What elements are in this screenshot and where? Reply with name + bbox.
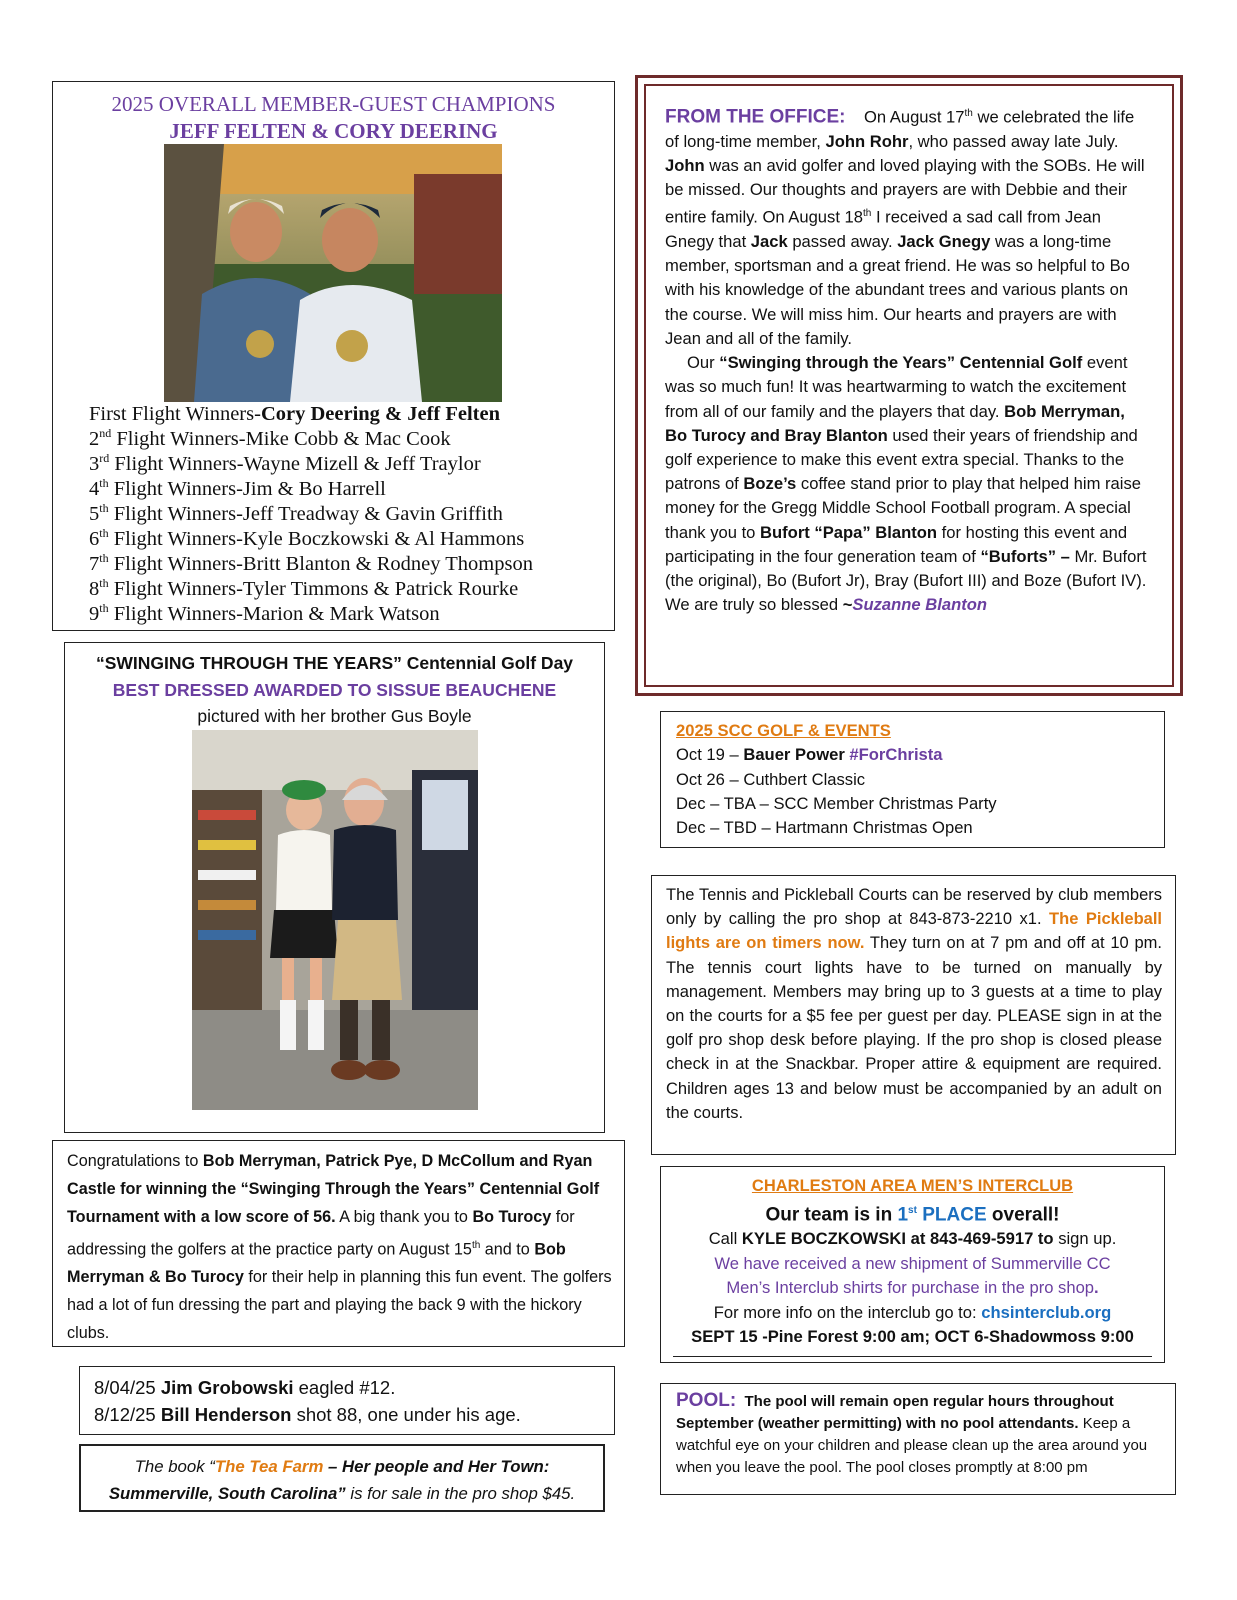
events-box [660, 711, 1165, 848]
flight-row: 7th Flight Winners-Britt Blanton & Rodney Thompson [89, 551, 533, 575]
champions-names: JEFF FELTEN & CORY DEERING [169, 119, 498, 143]
list-item: Oct 19 – Bauer Power #ForChrista [676, 745, 943, 765]
achievements-list [94, 1374, 521, 1428]
swinging-title: “SWINGING THROUGH THE YEARS” Centennial Golf Day [95, 653, 574, 673]
info-line: For more info on the interclub go to: chsinterclub.org [713, 1302, 1112, 1322]
pickleball-notice: The Pickleball lights are on timers now. [666, 910, 1163, 953]
flight-row: 9th Flight Winners-Marion & Mark Watson [89, 601, 440, 625]
book-text: The book “The Tea Farm – Her people and Her Town: Summerville, South Carolina” is for sale in the pro shop $45. [108, 1457, 576, 1503]
congratulations-box [52, 1140, 625, 1347]
list-item: Oct 26 – Cuthbert Classic [676, 769, 866, 789]
pool-header: POOL: [676, 1390, 737, 1411]
champions-box [52, 81, 615, 631]
interclub-box [660, 1166, 1165, 1363]
best-dressed-photo [192, 730, 478, 1110]
best-dressed-box [64, 642, 605, 1133]
flight-row: 6th Flight Winners-Kyle Boczkowski & Al Hammons [89, 526, 525, 550]
flight-row: 4th Flight Winners-Jim & Bo Harrell [89, 476, 386, 500]
shirts-line-1: We have received a new shipment of Summerville CC [714, 1253, 1111, 1273]
list-item: 8/12/25 Bill Henderson shot 88, one under his age. [94, 1404, 521, 1425]
flight-winners-list [89, 402, 533, 627]
achievements-box [79, 1366, 615, 1435]
signup-line: Call KYLE BOCZKOWSKI at 843-469-5917 to sign up. [708, 1229, 1117, 1249]
tennis-text: The Tennis and Pickleball Courts can be reserved by club members only by calling the pro shop at 843-873-2210 x1. The Pickleball lights are on timers now. They turn on at 7 pm and off at 10 pm. The tennis court lights have to be turned on manually by management. Members may bring up to 3 guests at a time to play on the courts for a $5 fee per guest per day. PLEASE sign in at the golf pro shop desk before playing. If the pro shop is closed please check in at the Snackbar. Proper attire & equipment are required. Children ages 13 and below must be accompanied by an adult on the courts. [666, 886, 1163, 1122]
flight-row: 5th Flight Winners-Jeff Treadway & Gavin Griffith [89, 501, 503, 525]
champions-photo [164, 144, 502, 402]
flight-row: 3rd Flight Winners-Wayne Mizell & Jeff Traylor [89, 451, 481, 475]
interclub-schedule: SEPT 15 -Pine Forest 9:00 am; OCT 6-Shadowmoss 9:00 [691, 1327, 1134, 1347]
best-dressed-heading: BEST DRESSED AWARDED TO SISSUE BEAUCHENE [112, 680, 557, 700]
list-item: 8/04/25 Jim Grobowski eagled #12. [94, 1377, 396, 1398]
events-header: 2025 SCC GOLF & EVENTS [676, 721, 891, 740]
pool-text: POOL: The pool will remain open regular hours throughout September (weather permitting) with no pool attendants. Keep a watchful eye on your children and please clean up the area around you when you leave the pool. The pool closes promptly at 8:00 pm [676, 1390, 1148, 1476]
pool-box [660, 1383, 1176, 1495]
flight-row: 2nd Flight Winners-Mike Cobb & Mac Cook [89, 426, 451, 450]
shirts-line-2: Men’s Interclub shirts for purchase in the pro shop. [726, 1278, 1099, 1298]
book-box [79, 1444, 605, 1512]
tennis-pickleball-box [651, 875, 1176, 1155]
best-dressed-caption: pictured with her brother Gus Boyle [197, 706, 472, 726]
interclub-link[interactable]: chsinterclub.org [981, 1302, 1112, 1322]
office-text: FROM THE OFFICE: On August 17th we celebrated the life of long-time member, John Rohr, who passed away late July. John was an avid golfer and loved playing with the SOBs. He will be missed. Our thoughts and prayers are with Debbie and their entire family. On August 18th I received a sad call from Jean Gnegy that Jack passed away. Jack Gnegy was a long-time member, sportsman and a great friend. He was so helpful to Bo with his knowledge of the abundant trees and various plants on the course. We will miss him. Our hearts and prayers are with Jean and all of the family. Our “Swinging through the Years” Centennial Golf event was so much fun! It was heartwarming to watch the excitement from all of our family and the players that day. Bob Merryman, Bo Turocy and Bray Blanton used their years of friendship and golf experience to make this event extra special. Thanks to the patrons of Boze’s coffee stand prior to play that helped him raise money for the Gregg Middle School Football program. A special thank you to Bufort “Papa” Blanton for hosting this event and participating in the four generation team of “Buforts” – Mr. Bufort (the original), Bo (Bufort Jr), Bray (Bufort III) and Boze (Bufort IV). We are truly so blessed ~Suzanne Blanton [665, 102, 1151, 617]
from-the-office-box [635, 75, 1183, 696]
flight-row: 8th Flight Winners-Tyler Timmons & Patrick Rourke [89, 576, 519, 600]
office-signature: Suzanne Blanton [852, 595, 988, 615]
office-paragraph-2: Our “Swinging through the Years” Centennial Golf event was so much fun! It was heartwarming to watch the excitement from all of our family and the players that day. Bob Merryman, Bo Turocy and Bray Blanton used their years of friendship and golf experience to make this event extra special. Thanks to the patrons of Boze’s coffee stand prior to play that helped him raise money for the Gregg Middle School Football program. A special thank you to Bufort “Papa” Blanton for hosting this event and participating in the four generation team of “Buforts” – Mr. Bufort (the original), Bo (Bufort Jr), Bray (Bufort III) and Boze (Bufort IV). We are truly so blessed ~Suzanne Blanton [665, 353, 1147, 615]
interclub-text [661, 1174, 1164, 1350]
office-header: FROM THE OFFICE: [665, 106, 846, 128]
interclub-header: CHARLESTON AREA MEN’S INTERCLUB [751, 1177, 1074, 1195]
divider [673, 1356, 1152, 1357]
list-item: Dec – TBA – SCC Member Christmas Party [676, 793, 997, 813]
champions-title: 2025 OVERALL MEMBER-GUEST CHAMPIONS [111, 92, 556, 116]
team-standing: Our team is in 1st PLACE overall! [765, 1203, 1060, 1225]
flight-row: First Flight Winners-Cory Deering & Jeff Felten [89, 403, 501, 425]
list-item: Dec – TBD – Hartmann Christmas Open [676, 818, 973, 838]
events-list [676, 719, 997, 840]
congratulations-text: Congratulations to Bob Merryman, Patrick Pye, D McCollum and Ryan Castle for winning the “Swinging Through the Years” Centennial Golf Tournament with a low score of 56. A big thank you to Bo Turocy for addressing the golfers at the practice party on August 15th and to Bob Merryman & Bo Turocy for their help in planning this fun event. The golfers had a lot of fun dressing the part and playing the back 9 with the hickory clubs. [67, 1152, 612, 1342]
